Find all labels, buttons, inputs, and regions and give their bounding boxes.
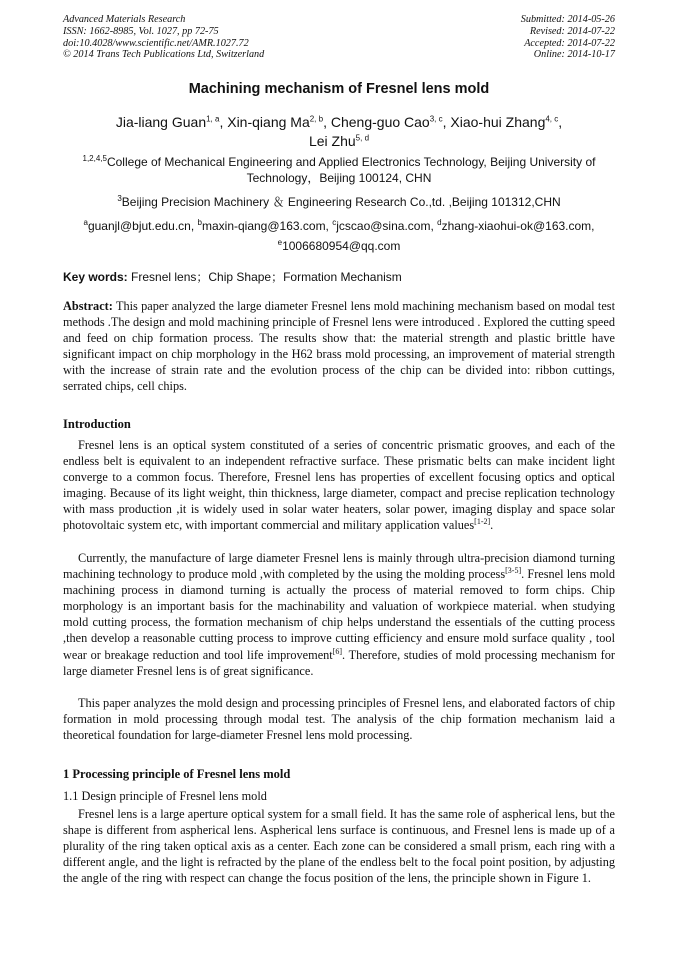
- dates-header: [521, 14, 615, 61]
- online-date: Online: 2014-10-17: [533, 49, 615, 61]
- accepted-date: Accepted: 2014-07-22: [524, 37, 615, 49]
- keywords-text: Fresnel lens；Chip Shape；Formation Mechanism: [127, 270, 402, 284]
- abstract-label: Abstract:: [63, 299, 113, 313]
- citation: [1-2]: [474, 517, 491, 527]
- journal-header: [63, 14, 264, 61]
- email: 1006680954@qq.com: [282, 239, 401, 253]
- citation: [6]: [332, 646, 343, 656]
- revised-date: Revised: 2014-07-22: [529, 25, 615, 37]
- email-list-2: $^e$1006680954@qq.com: [277, 238, 401, 253]
- paper-title: Machining mechanism of Fresnel lens mold: [188, 81, 490, 97]
- author: Jia-liang Guan$^{1, a}$,: [115, 114, 228, 130]
- affiliation-1: $^{1,2,4,5}$College of Mechanical Engineering and Applied Electronics Technology, Beijing University of Technology，Beijing 100124, CHN: [82, 154, 596, 185]
- subsection-1-1-heading: 1.1 Design principle of Fresnel lens mold: [63, 789, 267, 803]
- intro-paragraph-3: This paper analyzes the mold design and processing principles of Fresnel lens, and elaborated factors of chip formation in mold processing through modal test. The analysis of the chip formation mechanism laid a theoretical foundation for large-diameter Fresnel lens mold processing.: [63, 696, 615, 743]
- abstract: [63, 298, 615, 395]
- email: maxin-qiang@163.com,: [201, 219, 333, 233]
- email-list: $^a$guanjl@bjut.edu.cn, $^b$maxin-qiang@163.com, $^c$jcscao@sina.com, $^d$zhang-xiaohui-ok@163.com,: [83, 218, 595, 233]
- issn-line: ISSN: 1662-8985, Vol. 1027, pp 72-75: [63, 25, 219, 37]
- email: zhang-xiaohui-ok@163.com,: [441, 219, 595, 233]
- section-1-paragraph-1: Fresnel lens is a large aperture optical system for a small field. It has the same role of aspherical lens, but the shape is different from aspherical lens. Aspherical lens surface is continuous, and Fresnel lens is made up of a plurality of the ring taken optical axis as a center. Each zone can be considered a small prism, each ring with a different angle, and the light is refracted by the plane of the endless belt to the focal point position, by adjusting the angle of the ring with respect can change the focus position of the lens, the principle shown in Figure 1.: [63, 807, 615, 886]
- email: guanjl@bjut.edu.cn,: [87, 219, 198, 233]
- author: Cheng-guo Cao$^{3, c}$,: [330, 114, 451, 130]
- citation: [3-5]: [505, 566, 522, 575]
- copyright-line: © 2014 Trans Tech Publications Ltd, Switzerland: [63, 49, 265, 61]
- keywords-label: Key words:: [63, 270, 128, 284]
- abstract-text: This paper analyzed the large diameter Fresnel lens mold machining mechanism based on modal test methods .The design and mold machining principle of Fresnel lens were introduced . Explored the cutting speed and feed on chip formation process. The results show that: the material strength and plastic brittle have significant impact on chip morphology in the H62 brass mold processing, an improvement of material strength with the increase of strain rate and the evolution process of the chip can be divided into: ribbon cuttings, serrated chips, cell chips.: [63, 299, 615, 394]
- intro-heading: Introduction: [63, 417, 131, 431]
- author-list: [63, 113, 615, 151]
- email: jcscao@sina.com,: [336, 219, 438, 233]
- keywords: [63, 268, 615, 285]
- journal-name: Advanced Materials Research: [63, 14, 186, 25]
- author: Xiao-hui Zhang$^{4, c}$,: [450, 114, 563, 130]
- affiliation-2: $^3$Beijing Precision Machinery ＆ Engineering Research Co.,td. ,Beijing 101312,CHN: [117, 194, 561, 209]
- section-1-heading: 1 Processing principle of Fresnel lens mold: [63, 767, 291, 781]
- author: Xin-qiang Ma$^{2, b}$,: [227, 114, 331, 130]
- author: Lei Zhu$^{5, d}$: [308, 133, 370, 149]
- intro-paragraph-1: Fresnel lens is an optical system constituted of a series of concentric prismatic grooves, and each of the endless belt is equivalent to an independent refractive surface. These prismatic belts can make incident light converge to a common focus. Therefore, Fresnel lens has properties of excellent focusing optics and optical imaging. Because of its light weight, thin thickness, large diameter, compact and precise replication technology with mass production ,it is widely used in solar water heaters, solar power, imaging display and space solar photovoltaic system etc, with important commercial and military application values[1-2].: [63, 438, 615, 533]
- submitted-date: Submitted: 2014-05-26: [520, 14, 615, 25]
- doi-line: doi:10.4028/www.scientific.net/AMR.1027.72: [63, 37, 249, 49]
- intro-paragraph-2: Currently, the manufacture of large diameter Fresnel lens is mainly through ultra-precision diamond turning machining technology to produce mold ,with completed by the using the molding process[3-5]. Fresnel lens mold machining process in diamond turning is actually the process of material removed to form chips. Chip morphology is an important basis for the machinability and valuation of workpiece material. when studying mold cutting process, the formation mechanism of chip helps understand the essentials of the cutting process ,then develop a reasonable cutting process to improve cutting efficiency and ensure mold surface quality , tool wear or breakage reduction and tool life improvement[6]. Therefore, studies of mold processing mechanism for large diameter Fresnel lens is of great significance.: [63, 551, 615, 678]
